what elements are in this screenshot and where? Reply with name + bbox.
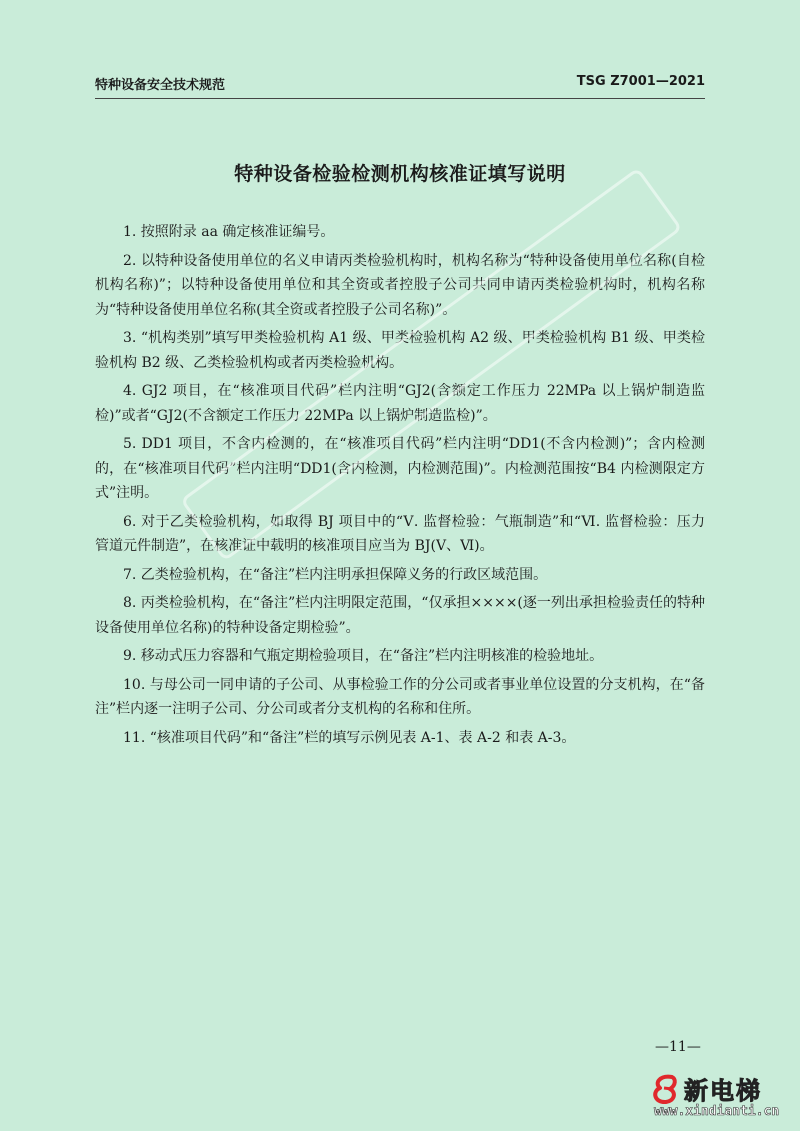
brand-name: 新电梯	[684, 1077, 762, 1105]
instruction-item: 5. DD1 项目，不含内检测的，在“核准项目代码”栏内注明“DD1(不含内检测)”；含内检测的，在“核准项目代码”栏内注明“DD1(含内检测，内检测范围)”。内检测范围按“B4 内检测限定方式”注明。	[95, 436, 705, 501]
instructions-body	[95, 220, 705, 754]
brand-logo-icon	[650, 1073, 680, 1105]
header-left: 特种设备安全技术规范	[95, 78, 226, 93]
instruction-item: 8. 丙类检验机构，在“备注”栏内注明限定范围，“仅承担××××(逐一列出承担检验责任的特种设备使用单位名称)的特种设备定期检验”。	[95, 595, 705, 636]
header-right: TSG Z7001—2021	[576, 74, 705, 89]
page-number: —11—	[655, 1039, 701, 1055]
brand-url: www.xindianti.cn	[654, 1104, 780, 1119]
instruction-item: 1. 按照附录 aa 确定核准证编号。	[123, 224, 335, 240]
instruction-item: 7. 乙类检验机构，在“备注”栏内注明承担保障义务的行政区域范围。	[123, 566, 548, 583]
instruction-item: 9. 移动式压力容器和气瓶定期检验项目，在“备注”栏内注明核准的检验地址。	[123, 648, 604, 664]
instruction-item: 2. 以特种设备使用单位的名义申请丙类检验机构时，机构名称为“特种设备使用单位名称(自检机构名称)”；以特种设备使用单位和其全资或者控股子公司共同申请丙类检验机构时，机构名称为“特种设备使用单位名称(其全资或者控股子公司名称)”。	[95, 252, 705, 318]
brand-logo	[650, 1071, 800, 1131]
page-title: 特种设备检验检测机构核准证填写说明	[234, 163, 566, 185]
instruction-item: 11. “核准项目代码”和“备注”栏的填写示例见表 A-1、表 A-2 和表 A-3。	[123, 729, 576, 746]
instruction-item: 3. “机构类别”填写甲类检验机构 A1 级、甲类检验机构 A2 级、甲类检验机构 B1 级、甲类检验机构 B2 级、乙类检验机构或者丙类检验机构。	[95, 330, 705, 371]
running-header	[95, 74, 705, 99]
instruction-item: 6. 对于乙类检验机构，如取得 BJ 项目中的“Ⅴ. 监督检验：气瓶制造”和“Ⅵ. 监督检验：压力管道元件制造”，在核准证中载明的核准项目应当为 BJ(Ⅴ、Ⅵ)。	[95, 513, 705, 554]
instruction-item: 4. GJ2 项目，在“核准项目代码”栏内注明“GJ2(含额定工作压力 22MPa 以上锅炉制造监检)”或者“GJ2(不含额定工作压力 22MPa 以上锅炉制造监检)”。	[95, 383, 705, 424]
instruction-item: 10. 与母公司一同申请的子公司、从事检验工作的分公司或者事业单位设置的分支机构，在“备注”栏内逐一注明子公司、分公司或者分支机构的名称和住所。	[95, 676, 705, 717]
